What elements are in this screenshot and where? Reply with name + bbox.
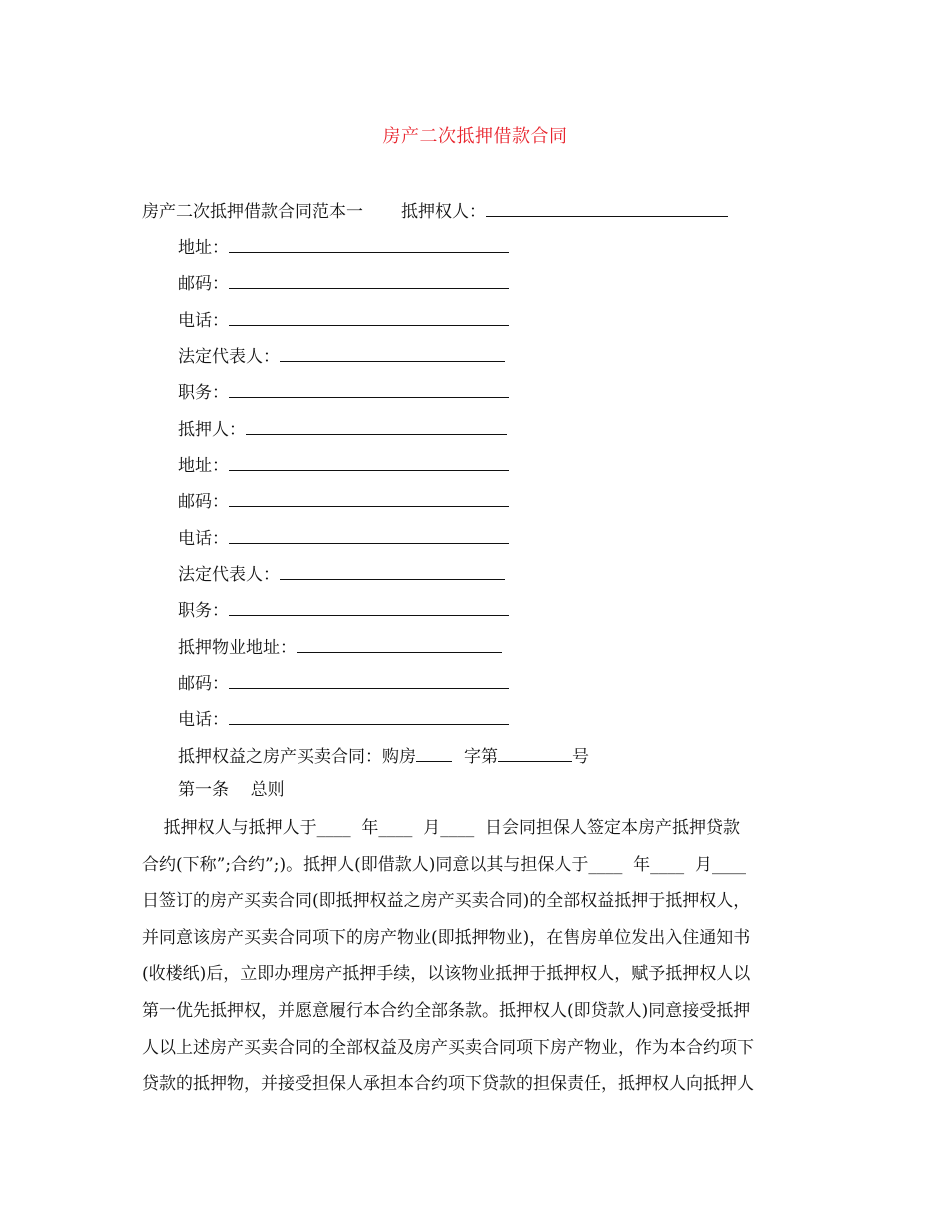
intro-text: 房产二次抵押借款合同范本一	[142, 202, 363, 222]
field-label: 电话：	[178, 529, 229, 549]
property-phone-line	[178, 707, 509, 731]
field-label: 电话：	[178, 710, 229, 730]
field-label: 法定代表人：	[178, 347, 280, 367]
field-blank	[280, 344, 505, 362]
mortgagee-blank	[486, 199, 728, 217]
paragraph-line: 并同意该房产买卖合同项下的房产物业(即抵押物业)，在售房单位发出入住通知书	[142, 927, 751, 948]
field-blank	[229, 707, 509, 725]
mortgagee-phone-line	[178, 308, 509, 332]
intro-line	[142, 199, 728, 223]
field-label: 职务：	[178, 601, 229, 621]
contract-ref-line	[178, 744, 589, 768]
field-blank	[229, 271, 509, 289]
field-blank	[229, 489, 509, 507]
mortgagor-rep-line	[178, 562, 505, 586]
field-blank	[229, 526, 509, 544]
paragraph-line: (收楼纸)后，立即办理房产抵押手续，以该物业抵押于抵押权人，赋予抵押权人以	[142, 964, 751, 985]
field-blank	[229, 453, 509, 471]
field-blank	[297, 635, 502, 653]
mortgagor-postcode-line	[178, 489, 509, 513]
mortgagee-rep-line	[178, 344, 505, 368]
paragraph-line: 日签订的房产买卖合同(即抵押权益之房产买卖合同)的全部权益抵押于抵押权人，	[142, 891, 751, 912]
property-address-line	[178, 635, 502, 659]
property-label: 抵押物业地址：	[178, 638, 297, 658]
mortgagor-phone-line	[178, 526, 509, 550]
field-blank	[229, 598, 509, 616]
mortgagee-label: 抵押权人：	[401, 202, 486, 222]
mortgagee-address-line	[178, 235, 509, 259]
field-blank	[498, 744, 572, 762]
field-blank	[229, 308, 509, 326]
field-blank	[246, 417, 507, 435]
field-label: 职务：	[178, 383, 229, 403]
field-blank	[280, 562, 505, 580]
contract-ref-suffix: 号	[572, 747, 589, 767]
paragraph-line: 贷款的抵押物，并接受担保人承担本合约项下贷款的担保责任，抵押权人向抵押人	[142, 1074, 754, 1095]
property-postcode-line	[178, 671, 509, 695]
paragraph-line: 抵押权人与抵押人于____ 年____ 月____ 日会同担保人签定本房产抵押贷款	[142, 818, 741, 838]
field-blank	[416, 744, 452, 762]
field-label: 法定代表人：	[178, 565, 280, 585]
mortgagor-line	[178, 417, 507, 441]
mortgagor-address-line	[178, 453, 509, 477]
field-label: 邮码：	[178, 674, 229, 694]
field-label: 地址：	[178, 456, 229, 476]
mortgagor-title-line	[178, 598, 509, 622]
paragraph-line: 合约(下称”;合约”;)。抵押人(即借款人)同意以其与担保人于____ 年____ 月____	[142, 854, 746, 875]
article-heading: 第一条 总则	[178, 780, 285, 800]
contract-ref-prefix: 抵押权益之房产买卖合同：购房	[178, 747, 416, 767]
contract-ref-middle: 字第	[464, 747, 498, 767]
mortgagor-label: 抵押人：	[178, 420, 246, 440]
field-blank	[229, 380, 509, 398]
field-blank	[229, 235, 509, 253]
document-title: 房产二次抵押借款合同	[382, 126, 568, 147]
field-label: 地址：	[178, 238, 229, 258]
mortgagee-title-line	[178, 380, 509, 404]
paragraph-line: 第一优先抵押权，并愿意履行本合约全部条款。抵押权人(即贷款人)同意接受抵押	[142, 1000, 751, 1021]
mortgagee-postcode-line	[178, 271, 509, 295]
article-paragraph	[142, 810, 812, 1103]
field-label: 邮码：	[178, 274, 229, 294]
paragraph-line: 人以上述房产买卖合同的全部权益及房产买卖合同项下房产物业，作为本合约项下	[142, 1037, 754, 1058]
field-blank	[229, 671, 509, 689]
field-label: 电话：	[178, 311, 229, 331]
field-label: 邮码：	[178, 492, 229, 512]
